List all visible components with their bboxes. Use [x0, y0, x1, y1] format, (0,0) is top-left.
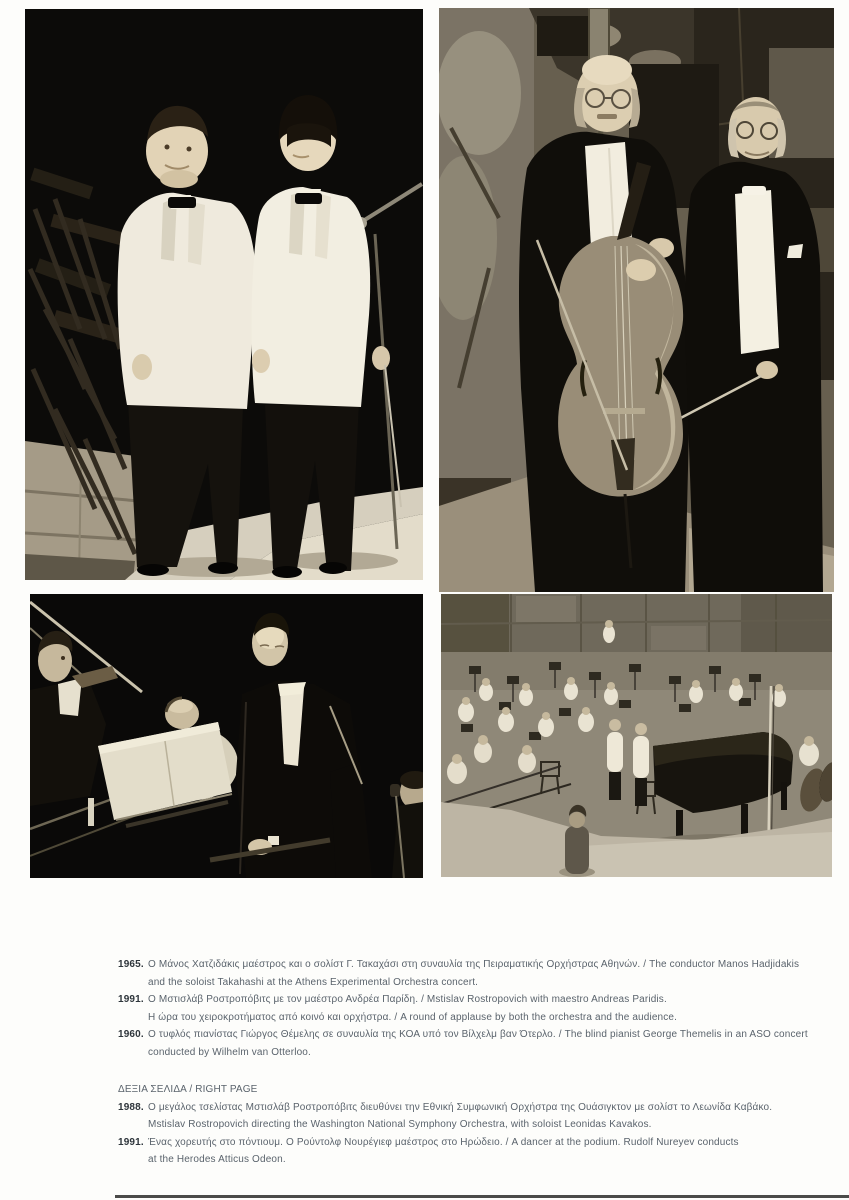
caption-line [118, 991, 834, 1009]
caption-text: Ο μεγάλος τσελίστας Μστισλάβ Ροστροπόβιτς διευθύνει την Εθνική Συμφωνική Ορχήστρα της Ουάσιγκτον με σολίστ το Λεωνίδα Καβάκο. [148, 1101, 773, 1113]
caption-text: Ο Μάνος Χατζιδάκις μαέστρος και ο σολίστ Γ. Τακαχάσι στη συναυλία της Πειραματικής Ορχήστρας Αθηνών. / The conductor Manos Hadjidakis [148, 959, 800, 970]
caption-line: Mstislav Rostropovich directing the Washington National Symphony Orchestra, with soloist Leonidas Kavakos. [148, 1119, 652, 1130]
photo-hadjidakis-takahashi [25, 9, 423, 580]
caption-line [118, 956, 834, 974]
photo-illustration [25, 9, 423, 580]
caption-text: Ένας χορευτής στο πόντιουμ. Ο Ρούντολφ Νουρέγιεφ μαέστρος στο Ηρώδειο. / A dancer at the podium. Rudolf Nureyev conducts [148, 1136, 739, 1148]
page-bottom-edge [115, 1195, 849, 1198]
photo-illustration [30, 594, 423, 878]
left-page-captions [118, 956, 834, 1061]
photo-orchestra-piano [441, 594, 832, 877]
caption-year: 1991. [118, 994, 144, 1005]
caption-block [118, 956, 834, 1169]
stone-wall-backdrop [441, 594, 832, 690]
caption-year: 1960. [118, 1029, 144, 1040]
caption-entry-1991 [118, 991, 834, 1026]
caption-year: 1988. [118, 1101, 144, 1113]
right-page-captions [118, 1081, 834, 1169]
caption-line: conducted by Wilhelm van Otterloo. [148, 1046, 311, 1058]
caption-text: Ο Μστισλάβ Ροστροπόβιτς με τον μαέστρο Ανδρέα Παρίδη. / Mstislav Rostropovich with maestro Andreas Paridis. [148, 994, 667, 1005]
photo-conductor-applause [30, 594, 423, 878]
caption-entry-1988 [118, 1099, 834, 1134]
photo-illustration [439, 8, 834, 592]
caption-entry-1991-right [118, 1134, 834, 1169]
caption-line: Η ώρα του χειροκροτήματος από κοινό και ορχήστρα. / A round of applause by both the orchestra and the audience. [148, 1011, 678, 1023]
caption-line: at the Herodes Atticus Odeon. [148, 1154, 286, 1165]
caption-entry-1965 [118, 956, 834, 991]
photo-rostropovich-paridis [439, 8, 834, 592]
photo-illustration [441, 594, 832, 877]
caption-text: Ο τυφλός πιανίστας Γιώργος Θέμελης σε συναυλία της ΚΟΑ υπό τον Βίλχελμ βαν Ότερλο. / The blind pianist George Themelis in an ASO concert [148, 1029, 808, 1040]
caption-year: 1991. [118, 1136, 144, 1148]
caption-line [118, 1026, 834, 1044]
caption-line: and the soloist Takahashi at the Athens Experimental Orchestra concert. [148, 976, 479, 988]
caption-year: 1965. [118, 959, 144, 970]
right-page-header: ΔΕΞΙΑ ΣΕΛΙΔΑ / RIGHT PAGE [118, 1084, 258, 1095]
caption-entry-1960 [118, 1026, 834, 1061]
caption-line [118, 1134, 834, 1152]
caption-line [118, 1099, 834, 1117]
